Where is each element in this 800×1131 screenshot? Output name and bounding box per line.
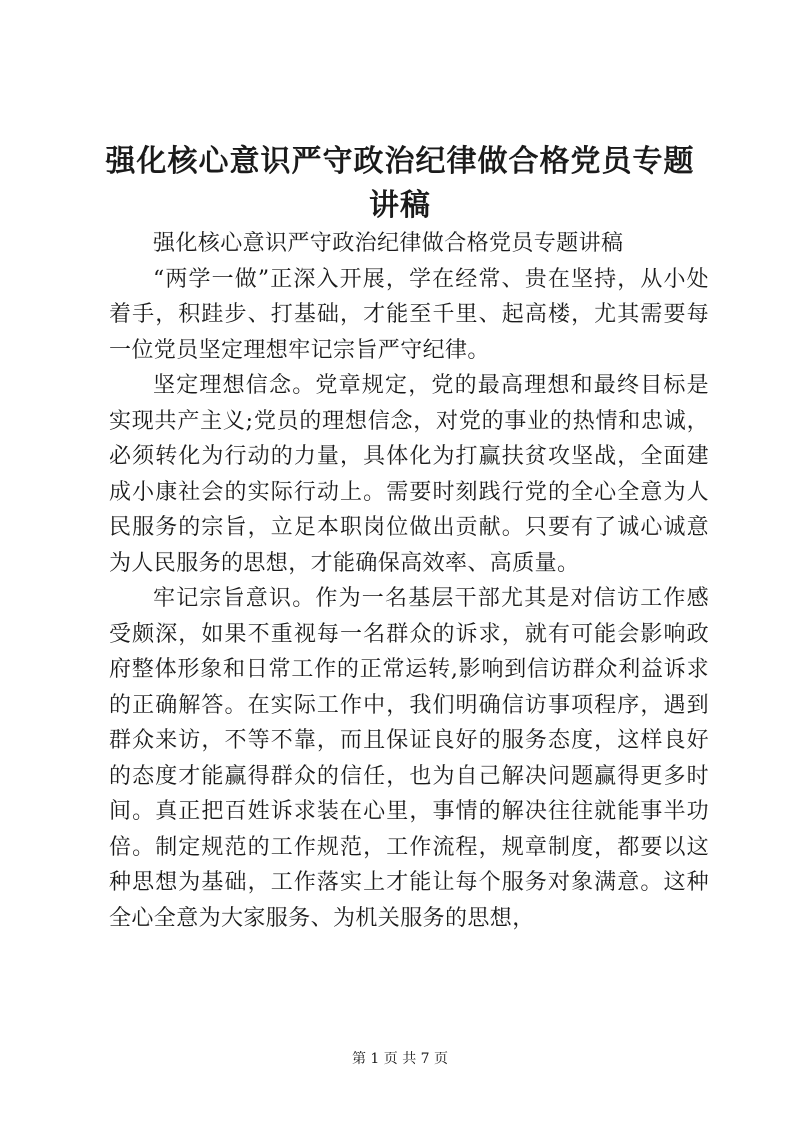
paragraph-purpose: 牢记宗旨意识。作为一名基层干部尤其是对信访工作感受颇深，如果不重视每一名群众的诉求，就有可能会影响政府整体形象和日常工作的正常运转,影响到信访群众利益诉求的正确解答。在实际工作中，我们明确信访事项程序，遇到群众来访，不等不靠，而且保证良好的服务态度，这样良好的态度才能赢得群众的信任，也为自己解决问题赢得更多时间。真正把百姓诉求装在心里，事情的解决往往就能事半功倍。制定规范的工作规范，工作流程，规章制度，都要以这种思想为基础，工作落实上才能让每个服务对象满意。这种全心全意为大家服务、为机关服务的思想， [109,586,709,931]
paragraph-subtitle: 强化核心意识严守政治纪律做合格党员专题讲稿 [153,231,624,256]
paragraph-intro: “两学一做”正深入开展，学在经常、贵在坚持，从小处着手，积跬步、打基础，才能至千里、起高楼，尤其需要每一位党员坚定理想牢记宗旨严守纪律。 [109,266,709,363]
paragraph-ideals: 坚定理想信念。党章规定，党的最高理想和最终目标是实现共产主义;党员的理想信念，对党的事业的热情和忠诚，必须转化为行动的力量，具体化为打赢扶贫攻坚战，全面建成小康社会的实际行动上。需要时刻践行党的全心全意为人民服务的宗旨，立足本职岗位做出贡献。只要有了诚心诚意为人民服务的思想，才能确保高效率、高质量。 [109,373,709,576]
page-number-footer: 第 1 页 共 7 页 [351,1051,449,1067]
document-body [109,226,709,936]
document-title: 强化核心意识严守政治纪律做合格党员专题讲稿 [105,144,695,223]
